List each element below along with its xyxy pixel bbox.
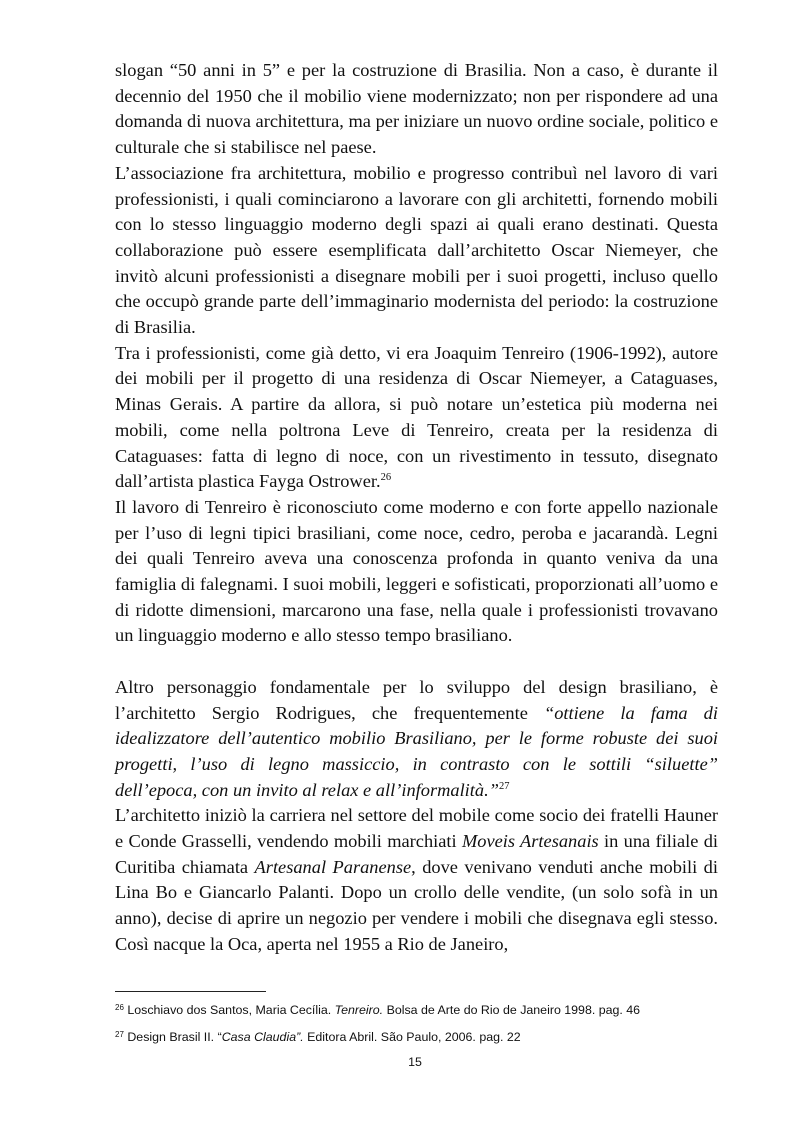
body-text — [115, 58, 718, 958]
paragraph-tenreiro: Tra i professionisti, come già detto, vi era Joaquim Tenreiro (1906-1992), autore dei mobili per il progetto di una residenza di Oscar Niemeyer, a Cataguases, Minas Gerais. A partire da allora, si può notare un’estetica più moderna nei mobili, come nella poltrona Leve di Tenreiro, creata per la residenza di Cataguases: fatta di legno di noce, con un rivestimento in tessuto, disegnato dall’artista plastica Fayga Ostrower.$^{26}$ — [115, 342, 718, 492]
paragraph-slogan: slogan “50 anni in 5” e per la costruzione di Brasilia. Non a caso, è durante il decennio del 1950 che il mobilio viene modernizzato; non per rispondere ad una domanda di nuova architettura, ma per iniziare un nuovo ordine sociale, politico e culturale che si stabilisce nel paese. — [115, 60, 718, 158]
rodrigues-quote: “ottiene la fama di idealizzatore dell’autentico mobilio Brasiliano, per le forme robuste dei suoi progetti, l’uso di legno massiccio, in contrasto con le sottili “siluette” dell’epoca, con un invito al relax e all’informalità.” — [115, 702, 718, 800]
footnote-separator — [115, 991, 266, 992]
footnote-ref-26: 26 — [380, 472, 392, 484]
store-artesanal-paranense: Artesanal Paranense — [254, 856, 412, 877]
footnote-26: $^{26}$ Loschiavo dos Santos, Maria Cecília. Tenreiro. Bolsa de Arte do Rio de Janeiro 1998. pag. 46 — [115, 1003, 641, 1017]
footnote-ref-27: 27 — [498, 780, 510, 792]
paragraph-association: L’associazione fra architettura, mobilio e progresso contribuì nel lavoro di vari professionisti, i quali cominciarono a lavorare con gli architetti, fornendo mobili con lo stesso linguaggio moderno degli spazi ai quali erano destinati. Questa collaborazione può essere esemplificata dall’architetto Oscar Niemeyer, che invitò alcuni professionisti a disegnare mobili per i suoi progetti, incluso quello che occupò grande parte dell’immaginario modernista del periodo: la costruzione di Brasilia. — [115, 162, 718, 338]
paragraph-rodrigues: Altro personaggio fondamentale per lo sviluppo del design brasiliano, è l’architetto Sergio Rodrigues, che frequentemente “ottiene la fama di idealizzatore dell’autentico mobilio Brasiliano, per le forme robuste dei suoi progetti, l’uso di legno massiccio, in contrasto con le sottili “siluette” dell’epoca, con un invito al relax e all’informalità.”$^{27}$ — [115, 676, 718, 800]
page-number: 15 — [408, 1055, 422, 1069]
paragraph-career: L’architetto iniziò la carriera nel settore del mobile come socio dei fratelli Hauner e Conde Grasselli, vendendo mobili marchiati Moveis Artesanais in una filiale di Curitiba chiamata Artesanal Paranense, dove venivano venduti anche mobili di Lina Bo e Giancarlo Palanti. Dopo un crollo delle vendite, (un solo sofà in un anno), decise di aprire un negozio per vendere i mobili che disegnava egli stesso. Così nacque la Oca, aperta nel 1955 a Rio de Janeiro, — [115, 805, 718, 954]
brand-moveis-artesanais: Moveis Artesanais — [461, 831, 599, 852]
footnote-27: $^{27}$ Design Brasil II. “Casa Claudia”. Editora Abril. São Paulo, 2006. pag. 22 — [115, 1030, 521, 1044]
footnotes — [115, 1002, 718, 1056]
paragraph-tenreiro-work: Il lavoro di Tenreiro è riconosciuto come moderno e con forte appello nazionale per l’uso di legni tipici brasiliani, come noce, cedro, peroba e jacarandà. Legni dei quali Tenreiro aveva una conoscenza profonda in quanto veniva da una famiglia di falegnami. I suoi mobili, leggeri e sofisticati, proporzionati all’uomo e di ridotte dimensioni, marcarono una fase, nella quale i professionisti trovavano un linguaggio moderno e allo stesso tempo brasiliano. — [115, 496, 718, 646]
